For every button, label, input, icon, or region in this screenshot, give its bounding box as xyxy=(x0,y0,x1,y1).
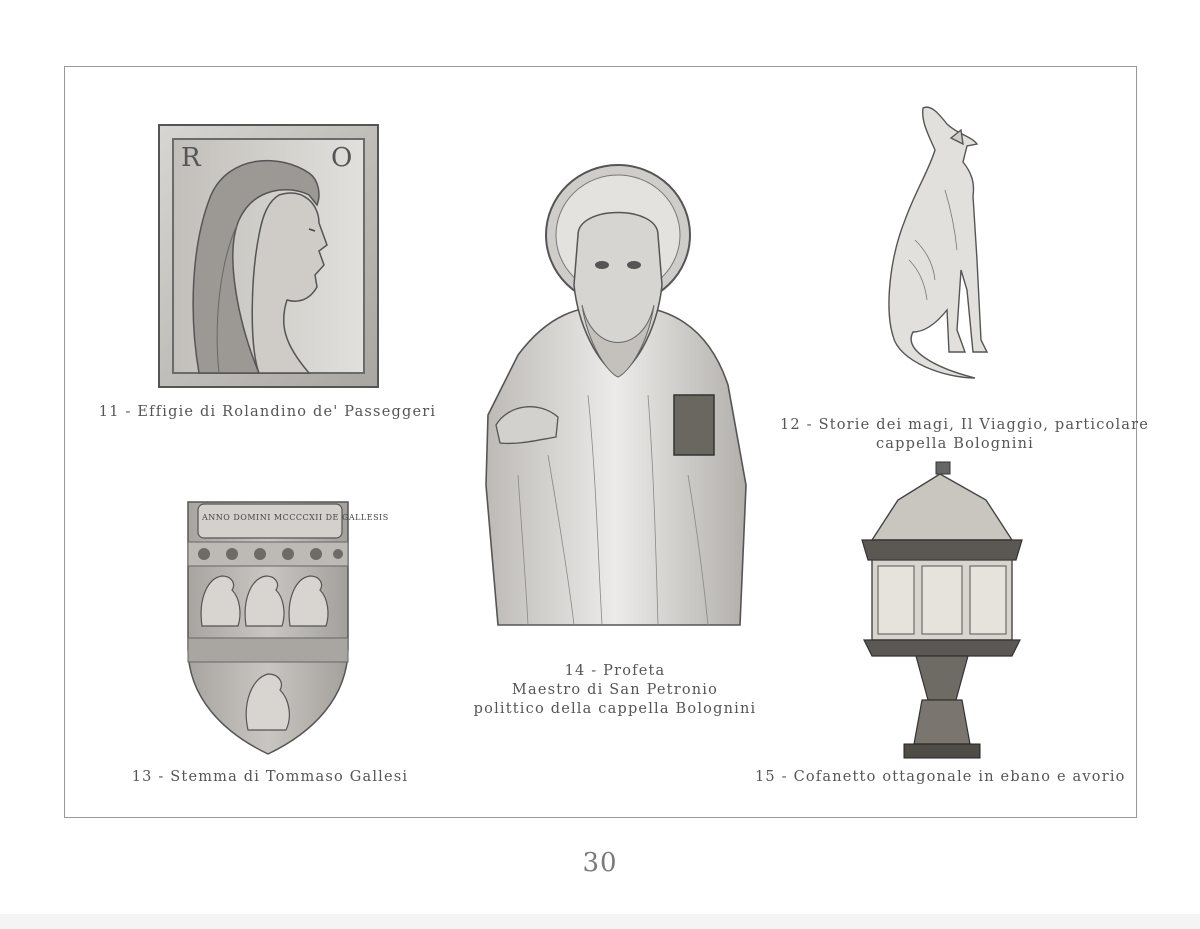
caption-figure-13 xyxy=(120,768,420,787)
bottom-strip xyxy=(0,914,1200,929)
figure-15-casket xyxy=(860,460,1025,762)
page-number: 30 xyxy=(582,848,618,878)
plaque-letter-left: R xyxy=(181,143,201,173)
plaque-letter-right: O xyxy=(331,143,353,173)
caption-line: Maestro di San Petronio xyxy=(511,682,719,698)
figure-14-prophet xyxy=(478,155,752,630)
prophet-statue-icon xyxy=(478,155,752,630)
caption-figure-12 xyxy=(780,416,1150,454)
coat-of-arms-banner-text: ANNO DOMINI MCCCCXII DE GALLESIS xyxy=(202,513,389,522)
caption-line: 15 - Cofanetto ottagonale in ebano e avorio xyxy=(755,769,1126,785)
caption-figure-14 xyxy=(440,662,790,719)
caption-line: 12 - Storie dei magi, Il Viaggio, particolare xyxy=(780,417,1150,433)
caption-line: 11 - Effigie di Rolandino de' Passeggeri xyxy=(98,404,437,420)
caption-figure-15 xyxy=(755,768,1125,787)
greyhound-drawing-icon xyxy=(875,100,1015,400)
figure-12-greyhound xyxy=(875,100,1015,400)
octagonal-casket-icon xyxy=(860,460,1025,762)
caption-line: 13 - Stemma di Tommaso Gallesi xyxy=(131,769,409,785)
caption-figure-11 xyxy=(90,403,445,422)
figure-13-coat-of-arms xyxy=(182,498,389,756)
caption-line: 14 - Profeta xyxy=(564,663,666,679)
caption-line: polittico della cappella Bolognini xyxy=(473,701,757,717)
coat-of-arms-icon xyxy=(182,498,389,756)
figure-11-relief-portrait xyxy=(159,125,378,387)
caption-line: cappella Bolognini xyxy=(875,436,1035,452)
